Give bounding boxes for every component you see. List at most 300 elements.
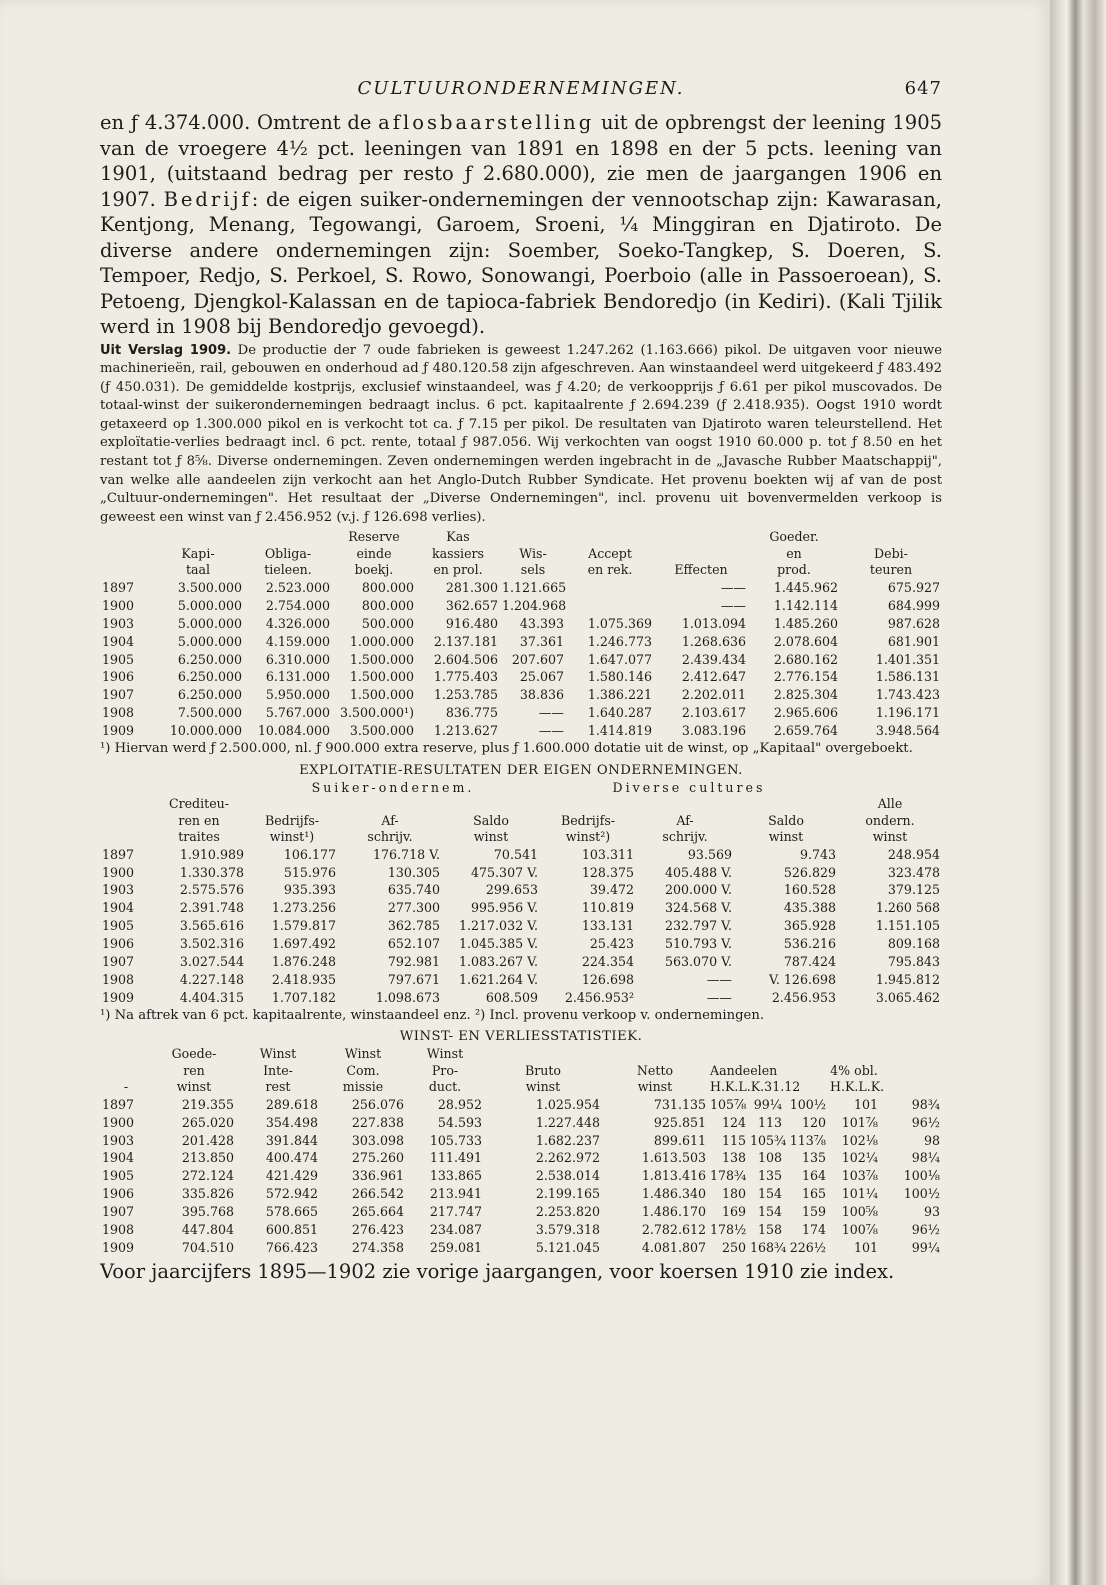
header-cell: Aandeelen — [710, 1062, 778, 1078]
value-cell: 5.121.045 — [535, 1240, 600, 1255]
value-cell: 248.954 — [887, 846, 940, 862]
para1-spaced-term-2: Bedrijf — [163, 187, 252, 211]
header-row — [100, 1046, 942, 1063]
header-cell: Winst — [426, 1046, 464, 1062]
value-cell: 154 — [757, 1186, 782, 1202]
header-cell — [338, 796, 442, 813]
year-cell: 1909 — [102, 989, 135, 1005]
value-cell: 103.311 — [581, 846, 634, 862]
header-cell: ren — [183, 1062, 205, 1078]
value-cell: 2.262.972 — [535, 1150, 600, 1166]
profit-row — [100, 1167, 942, 1185]
value-cell: 101¼ — [841, 1186, 878, 1202]
value-cell: 2.776.154 — [773, 669, 838, 685]
value-cell: 1.121.665 — [502, 579, 567, 595]
value-cell: 935.393 — [283, 882, 336, 898]
header-cell — [152, 780, 246, 797]
header-cell — [100, 829, 152, 846]
header-cell: Goeder. — [769, 529, 819, 545]
value-cell: —— — [720, 579, 746, 595]
header-row — [100, 1079, 942, 1096]
value-cell: 336.961 — [351, 1168, 404, 1184]
header-cell: Reserve — [348, 529, 400, 545]
header-cell: prod. — [777, 562, 811, 578]
value-cell: 400.474 — [265, 1150, 318, 1166]
header-cell — [442, 796, 540, 813]
value-cell: 274.358 — [351, 1240, 404, 1255]
value-cell: 2.137.181 — [433, 633, 498, 649]
value-cell: 176.718 V. — [373, 846, 440, 862]
value-cell: 787.424 — [783, 954, 836, 970]
value-cell: 365.928 — [783, 918, 836, 934]
value-cell: 1.217.032 V. — [459, 918, 538, 934]
header-row — [100, 546, 942, 563]
para1-spaced-term-1: aflosbaarstelling — [378, 111, 595, 134]
value-cell: 25.423 — [589, 936, 634, 952]
value-cell: 180 — [721, 1186, 746, 1202]
value-cell: 3.500.000¹) — [339, 705, 414, 721]
value-cell: 2.103.617 — [681, 705, 746, 721]
year-cell: 1897 — [102, 579, 135, 595]
value-cell: 43.393 — [519, 615, 564, 631]
header-cell — [500, 529, 566, 546]
value-cell: —— — [538, 705, 564, 721]
results-row — [100, 971, 942, 989]
value-cell: 164 — [801, 1168, 826, 1184]
value-cell: 1.142.114 — [773, 597, 838, 613]
header-cell: winst — [768, 829, 804, 845]
value-cell: 3.579.318 — [535, 1222, 600, 1238]
header-row — [100, 1063, 942, 1080]
value-cell: 6.250.000 — [177, 687, 242, 703]
value-cell: 563.070 V. — [665, 954, 732, 970]
year-cell: 1909 — [102, 1240, 135, 1255]
value-cell: 2.965.606 — [773, 705, 838, 721]
header-cell: Crediteu- — [168, 796, 230, 812]
value-cell: 174 — [801, 1222, 826, 1238]
value-cell: 289.618 — [265, 1096, 318, 1112]
year-cell: 1906 — [102, 669, 135, 685]
value-cell: 10.084.000 — [257, 723, 330, 739]
year-cell: 1908 — [102, 971, 135, 987]
value-cell: 1.025.954 — [535, 1096, 600, 1112]
value-cell: 572.942 — [265, 1186, 318, 1202]
header-cell: Winst — [259, 1046, 297, 1062]
value-cell: 232.797 V. — [665, 918, 732, 934]
value-cell: 165 — [801, 1186, 826, 1202]
value-cell: 1.682.237 — [535, 1132, 600, 1148]
value-cell: 105.733 — [429, 1132, 482, 1148]
value-cell: 792.981 — [387, 954, 440, 970]
value-cell: 227.838 — [351, 1114, 404, 1130]
value-cell: 335.826 — [181, 1186, 234, 1202]
header-cell — [654, 546, 748, 563]
value-cell: 1.697.492 — [271, 936, 336, 952]
year-cell: 1903 — [102, 615, 135, 631]
header-cell: traites — [178, 829, 220, 845]
header-cell — [100, 813, 152, 830]
page-header — [100, 78, 942, 110]
value-cell: 1.613.503 — [641, 1150, 706, 1166]
value-cell: 168¾ — [750, 1240, 787, 1255]
value-cell: 37.361 — [519, 633, 564, 649]
value-cell: 1.330.378 — [179, 864, 244, 880]
value-cell: 354.498 — [265, 1114, 318, 1130]
profit-row — [100, 1149, 942, 1167]
value-cell: 6.310.000 — [265, 651, 330, 667]
value-cell: 421.429 — [265, 1168, 318, 1184]
value-cell: 1.253.785 — [433, 687, 498, 703]
value-cell: 1.445.962 — [773, 579, 838, 595]
value-cell: 1.640.287 — [587, 705, 652, 721]
value-cell: 510.793 V. — [665, 936, 732, 952]
header-cell — [708, 1046, 748, 1063]
header-cell: H.K.L.K.31.12 — [710, 1079, 801, 1095]
value-cell: 103⅞ — [841, 1168, 878, 1184]
value-cell: 5.000.000 — [177, 633, 242, 649]
value-cell: 1.386.221 — [587, 687, 652, 703]
header-cell: Effecten — [674, 562, 728, 578]
value-cell: 1.586.131 — [875, 669, 940, 685]
value-cell: 102¼ — [841, 1150, 878, 1166]
value-cell: 836.775 — [445, 705, 498, 721]
balance-row — [100, 651, 942, 669]
value-cell: 1.486.170 — [641, 1204, 706, 1220]
body-paragraph-1 — [100, 110, 942, 340]
header-row — [100, 562, 942, 579]
value-cell: 4.326.000 — [265, 615, 330, 631]
value-cell: 1.743.423 — [875, 687, 940, 703]
header-cell: Saldo — [768, 812, 804, 828]
year-cell: 1905 — [102, 918, 135, 934]
value-cell: 1.083.267 V. — [459, 954, 538, 970]
value-cell: 93.569 — [687, 846, 732, 862]
value-cell: 766.423 — [265, 1240, 318, 1255]
header-row — [100, 829, 942, 846]
value-cell: 100½ — [903, 1186, 940, 1202]
header-cell: Saldo — [473, 812, 509, 828]
header-cell: winst — [872, 829, 908, 845]
value-cell: 1.013.094 — [681, 615, 746, 631]
value-cell: 70.541 — [493, 846, 538, 862]
header-cell: kassiers — [431, 545, 485, 561]
header-cell: ondern. — [865, 812, 915, 828]
value-cell: 1.075.369 — [587, 615, 652, 631]
value-cell: 126.698 — [581, 971, 634, 987]
value-cell: 2.078.604 — [773, 633, 838, 649]
value-cell: 362.785 — [387, 918, 440, 934]
balance-table — [100, 529, 942, 740]
value-cell: 100⅝ — [841, 1204, 878, 1220]
year-cell: 1900 — [102, 1114, 135, 1130]
value-cell: 5.000.000 — [177, 597, 242, 613]
value-cell: 1.151.105 — [875, 918, 940, 934]
page-content — [100, 78, 942, 1284]
footnote-2: ¹) Na aftrek van 6 pct. kapitaalrente, winstaandeel enz. ²) Incl. provenu verkoop v. ondernemingen. — [100, 1007, 765, 1023]
body-paragraph-2 — [100, 342, 942, 528]
value-cell: 4.227.148 — [179, 971, 244, 987]
value-cell: 6.250.000 — [177, 651, 242, 667]
header-cell: Kapi- — [181, 545, 215, 561]
value-cell: 2.754.000 — [265, 597, 330, 613]
header-cell: ren en — [178, 812, 220, 828]
value-cell: 133.131 — [581, 918, 634, 934]
value-cell: 2.439.434 — [681, 651, 746, 667]
value-cell: 113⅞ — [789, 1132, 826, 1148]
header-cell: winst¹) — [269, 829, 315, 845]
group-header-sugar: Suiker-ondernem. — [311, 779, 475, 795]
book-spine-edge — [1050, 0, 1106, 1585]
results-row — [100, 864, 942, 882]
value-cell: 234.087 — [429, 1222, 482, 1238]
value-cell: 135 — [757, 1168, 782, 1184]
value-cell: 1.204.968 — [502, 597, 567, 613]
balance-row — [100, 704, 942, 722]
value-cell: 135 — [801, 1150, 826, 1166]
value-cell: 1.401.351 — [875, 651, 940, 667]
page-number: 647 — [904, 78, 942, 99]
profit-row — [100, 1221, 942, 1239]
value-cell: 515.976 — [283, 864, 336, 880]
header-cell — [784, 1063, 828, 1080]
value-cell: 1.910.989 — [179, 846, 244, 862]
value-cell: —— — [706, 989, 732, 1005]
value-cell — [566, 579, 654, 597]
year-cell: 1906 — [102, 936, 135, 952]
value-cell: 178¾ — [710, 1168, 747, 1184]
value-cell: 797.671 — [387, 971, 440, 987]
value-cell: 6.250.000 — [177, 669, 242, 685]
value-cell: 3.948.564 — [875, 723, 940, 739]
header-cell: Bruto — [524, 1062, 562, 1078]
profit-row — [100, 1239, 942, 1257]
value-cell: 100⅛ — [903, 1168, 940, 1184]
value-cell: 272.124 — [181, 1168, 234, 1184]
value-cell: 1.485.260 — [773, 615, 838, 631]
year-cell: 1906 — [102, 1186, 135, 1202]
value-cell: 391.844 — [265, 1132, 318, 1148]
value-cell: 1.500.000 — [349, 687, 414, 703]
value-cell: 224.354 — [581, 954, 634, 970]
profit-row — [100, 1132, 942, 1150]
value-cell: 101⅞ — [841, 1114, 878, 1130]
header-cell — [838, 780, 942, 797]
value-cell: 105⅞ — [710, 1096, 747, 1112]
value-cell: 250 — [721, 1240, 746, 1255]
value-cell: 10.000.000 — [169, 723, 242, 739]
header-cell: Inte- — [263, 1062, 293, 1078]
value-cell: 200.000 V. — [665, 882, 732, 898]
value-cell: 115 — [721, 1132, 746, 1148]
value-cell: 435.388 — [783, 900, 836, 916]
value-cell: 110.819 — [581, 900, 634, 916]
header-cell — [784, 1046, 828, 1063]
value-cell: 38.836 — [519, 687, 564, 703]
header-cell — [748, 1046, 784, 1063]
value-cell: 1.647.077 — [587, 651, 652, 667]
value-cell: 256.076 — [351, 1096, 404, 1112]
value-cell: 120 — [801, 1114, 826, 1130]
header-cell: sels — [520, 562, 546, 578]
running-title: CULTUURONDERNEMINGEN. — [357, 78, 685, 99]
value-cell: 201.428 — [181, 1132, 234, 1148]
year-cell: 1908 — [102, 1222, 135, 1238]
value-cell: 2.538.014 — [535, 1168, 600, 1184]
value-cell: 536.216 — [783, 936, 836, 952]
header-cell: Bedrijfs- — [560, 812, 616, 828]
para1-text-3: : de eigen suiker-ondernemingen der vennootschap zijn: Kawarasan, Kentjong, Menang, Tegowangi, Garoem, Sroeni, ¼ Minggiran en Djatiroto. De diverse andere ondernemingen zijn: Soember, Soeko-Tangkep, S. Doeren, S. Tempoer, Redjo, S. Perkoel, S. Rowo, Sonowangi, Poerboio (alle in Passoeroean), S. Petoeng, Djengkol-Kalassan en de tapioca-fabriek Bendoredjo (in Kediri). (Kali Tjilik werd in 1908 bij Bendoredjo gevoegd). — [100, 187, 942, 338]
para2-text: De productie der 7 oude fabrieken is geweest 1.247.262 (1.163.666) pikol. De uitgaven voor nieuwe machinerieën, rail, gebouwen en onderhoud ad ƒ 480.120.58 zijn afgeschreven. Aan winstaandeel werd uitgekeerd ƒ 483.492 (ƒ 450.031). De gemiddelde kostprijs, exclusief winstaandeel, was ƒ 4.20; de verkoopprijs ƒ 6.61 per pikol muscovados. De totaal-winst der suikerondernemingen bedraagt inclus. 6 pct. kapitaalrente ƒ 2.694.239 (ƒ 2.418.935). Oogst 1910 wordt getaxeerd op 1.300.000 pikol en is verkocht tot ca. ƒ 7.15 per pikol. De resultaten van Djatiroto waren teleurstellend. Het exploïtatie-verlies bedraagt incl. 6 pct. rente, totaal ƒ 987.056. Wij verkochten van oogst 1910 60.000 p. tot ƒ 8.50 en het restant tot ƒ 8⅝. Diverse ondernemingen. Zeven ondernemingen werden ingebracht in de „Javasche Rubber Maatschappij", van welke alle aandeelen zijn verkocht aan het Anglo-Dutch Rubber Syndicate. Het provenu boekten wij af van de post „Cultuur-ondernemingen". Het resultaat der „Diverse Ondernemingen", incl. provenu uit bovenvermelden verkoop is geweest een winst van ƒ 2.456.952 (v.j. ƒ 126.698 verlies). — [100, 342, 942, 525]
value-cell: 500.000 — [361, 615, 414, 631]
value-cell: 4.159.000 — [265, 633, 330, 649]
value-cell: 98 — [923, 1132, 940, 1148]
value-cell: 1.580.146 — [587, 669, 652, 685]
value-cell: 405.488 V. — [665, 864, 732, 880]
para1-text-1: en ƒ 4.374.000. Omtrent de — [100, 111, 379, 134]
value-cell: 1.500.000 — [349, 651, 414, 667]
value-cell: 213.850 — [181, 1150, 234, 1166]
value-cell: 2.575.576 — [179, 882, 244, 898]
value-cell: 266.542 — [351, 1186, 404, 1202]
value-cell: 124 — [721, 1114, 746, 1130]
header-cell: taal — [185, 562, 211, 578]
value-cell: 9.743 — [799, 846, 836, 862]
header-row — [100, 796, 942, 813]
value-cell: 675.927 — [887, 579, 940, 595]
value-cell: 526.829 — [783, 864, 836, 880]
value-cell: 1.621.264 V. — [459, 971, 538, 987]
header-cell: missie — [342, 1079, 384, 1095]
value-cell: 130.305 — [387, 864, 440, 880]
balance-row — [100, 722, 942, 740]
header-cell — [828, 1046, 880, 1063]
value-cell: 25.067 — [519, 669, 564, 685]
value-cell: 987.628 — [887, 615, 940, 631]
header-cell — [152, 529, 244, 546]
balance-row — [100, 579, 942, 597]
header-cell — [100, 1063, 152, 1080]
table3-title: WINST- EN VERLIESSTATISTIEK. — [399, 1029, 643, 1045]
header-cell: Com. — [346, 1062, 380, 1078]
header-cell: en — [786, 545, 802, 561]
header-cell — [540, 796, 636, 813]
header-cell — [602, 1046, 708, 1063]
value-cell: 101 — [853, 1240, 878, 1255]
value-cell: 1.707.182 — [271, 989, 336, 1005]
value-cell: 178½ — [710, 1222, 747, 1238]
year-cell: 1904 — [102, 633, 135, 649]
value-cell: 2.253.820 — [535, 1204, 600, 1220]
header-cell: Pro- — [431, 1062, 459, 1078]
value-cell: 226½ — [789, 1240, 826, 1255]
value-cell: 213.941 — [429, 1186, 482, 1202]
header-cell: winst — [525, 1079, 561, 1095]
value-cell: 600.851 — [265, 1222, 318, 1238]
value-cell: 1.213.627 — [433, 723, 498, 739]
year-cell: 1907 — [102, 1204, 135, 1220]
value-cell: —— — [538, 723, 564, 739]
value-cell: 2.456.953² — [564, 989, 634, 1005]
value-cell: 475.307 V. — [471, 864, 538, 880]
year-cell: 1904 — [102, 900, 135, 916]
value-cell: 101 — [853, 1096, 878, 1112]
header-cell — [484, 1046, 602, 1063]
header-cell — [880, 1063, 942, 1080]
value-cell: 217.747 — [429, 1204, 482, 1220]
header-cell — [244, 529, 332, 546]
value-cell: 3.083.196 — [681, 723, 746, 739]
value-cell: 2.456.953 — [771, 989, 836, 1005]
year-cell: 1904 — [102, 1150, 135, 1166]
value-cell: 160.528 — [783, 882, 836, 898]
balance-row — [100, 633, 942, 651]
header-cell — [100, 562, 152, 579]
value-cell: 106.177 — [283, 846, 336, 862]
header-row — [100, 529, 942, 546]
year-cell: 1907 — [102, 687, 135, 703]
header-cell — [100, 796, 152, 813]
value-cell: 2.604.506 — [433, 651, 498, 667]
value-cell: 105¾ — [750, 1132, 787, 1148]
value-cell: 395.768 — [181, 1204, 234, 1220]
value-cell: 1.246.773 — [587, 633, 652, 649]
header-cell: Accept — [588, 545, 632, 561]
value-cell: 2.412.647 — [681, 669, 746, 685]
value-cell: 4.081.807 — [641, 1240, 706, 1255]
header-cell — [654, 529, 748, 546]
value-cell: 39.472 — [589, 882, 634, 898]
balance-row — [100, 668, 942, 686]
value-cell: 169 — [721, 1204, 746, 1220]
value-cell: 1.500.000 — [349, 669, 414, 685]
group-header-cultures: Diverse cultures — [612, 779, 766, 795]
value-cell: 5.767.000 — [265, 705, 330, 721]
header-cell — [880, 1046, 942, 1063]
closing-line: Voor jaarcijfers 1895—1902 zie vorige jaargangen, voor koersen 1910 zie index. — [100, 1259, 895, 1283]
header-cell — [840, 529, 942, 546]
value-cell: 7.500.000 — [177, 705, 242, 721]
value-cell: 158 — [757, 1222, 782, 1238]
value-cell: 111.491 — [429, 1150, 482, 1166]
value-cell: V. 126.698 — [769, 971, 836, 987]
value-cell: 731.135 — [653, 1096, 706, 1112]
year-cell: 1905 — [102, 1168, 135, 1184]
header-cell: Winst — [344, 1046, 382, 1062]
value-cell: 2.391.748 — [179, 900, 244, 916]
header-cell: Goede- — [171, 1046, 217, 1062]
profit-row — [100, 1185, 942, 1203]
header-cell: teuren — [869, 562, 913, 578]
value-cell: 1.268.636 — [681, 633, 746, 649]
header-cell — [100, 1046, 152, 1063]
value-cell: 362.657 — [445, 597, 498, 613]
value-cell: 281.300 — [445, 579, 498, 595]
table2-title: EXPLOITATIE-RESULTATEN DER EIGEN ONDERNEMINGEN. — [299, 762, 743, 778]
value-cell: 3.502.316 — [179, 936, 244, 952]
value-cell: 916.480 — [445, 615, 498, 631]
header-cell: Kas — [446, 529, 470, 545]
value-cell: 800.000 — [361, 597, 414, 613]
header-cell — [246, 796, 338, 813]
results-row — [100, 953, 942, 971]
value-cell: 99¼ — [753, 1096, 782, 1112]
results-row — [100, 989, 942, 1007]
value-cell: 1.196.171 — [875, 705, 940, 721]
header-row — [100, 813, 942, 830]
value-cell: 299.653 — [485, 882, 538, 898]
value-cell: 2.202.011 — [681, 687, 746, 703]
value-cell: 1.273.256 — [271, 900, 336, 916]
